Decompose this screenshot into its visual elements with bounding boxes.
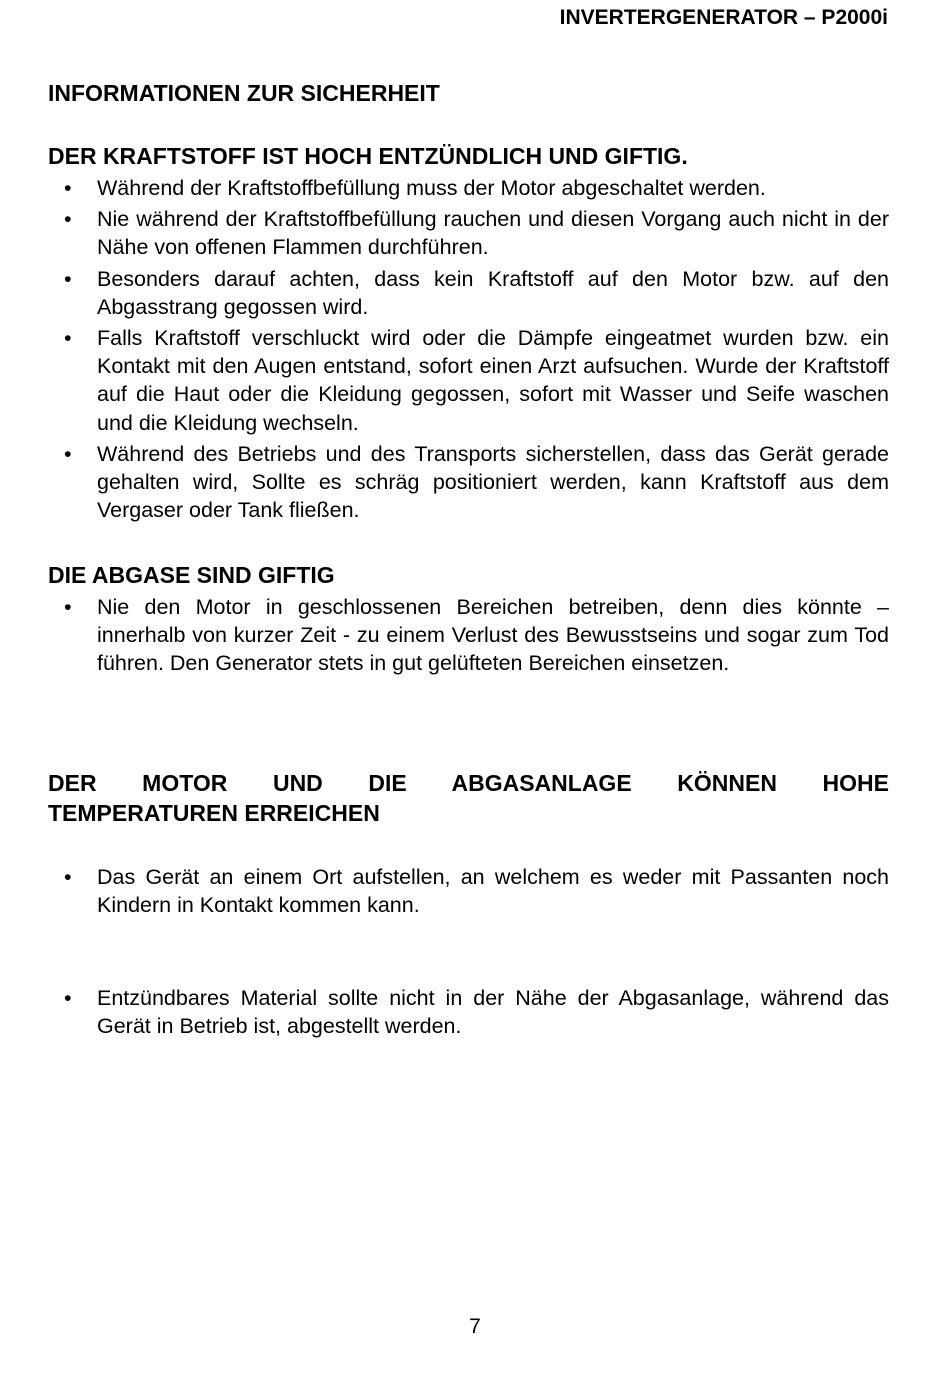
page-number: 7 xyxy=(469,1315,481,1338)
list-item xyxy=(48,440,889,525)
list-item-text: Besonders darauf achten, dass kein Kraftstoff auf den Motor bzw. auf den Abgasstrang gegossen wird. xyxy=(97,266,889,319)
list-item xyxy=(48,265,889,321)
list-item-text: Während der Kraftstoffbefüllung muss der Motor abgeschaltet werden. xyxy=(97,176,766,200)
bullet-icon: • xyxy=(64,865,72,889)
bullet-icon: • xyxy=(64,986,72,1010)
list-item xyxy=(48,984,889,1040)
list-item-text: Das Gerät an einem Ort aufstellen, an welchem es weder mit Passanten noch Kindern in Kontakt kommen kann. xyxy=(97,865,889,918)
list-item xyxy=(48,593,889,678)
section-list-fuel xyxy=(48,174,889,524)
list-item xyxy=(48,324,889,437)
list-item-text: Falls Kraftstoff verschluckt wird oder die Dämpfe eingeatmet wurden bzw. ein Kontakt mit den Augen entstand, sofort einen Arzt aufsuchen. Wurde der Kraftstoff auf die Haut oder die Kleidung gegossen, sofort mit Wasser und Seife waschen und die Kleidung wechseln. xyxy=(97,326,889,435)
section-list-exhaust xyxy=(48,593,889,678)
list-item xyxy=(48,174,889,202)
list-item-text: Nie während der Kraftstoffbefüllung rauchen und diesen Vorgang auch nicht in der Nähe von offenen Flammen durchführen. xyxy=(97,207,889,260)
document-title: INFORMATIONEN ZUR SICHERHEIT xyxy=(48,80,440,106)
bullet-icon: • xyxy=(64,441,72,466)
section-heading-fuel: DER KRAFTSTOFF IST HOCH ENTZÜNDLICH UND GIFTIG. xyxy=(48,143,688,169)
list-item-text: Entzündbares Material sollte nicht in der Nähe der Abgasanlage, während das Gerät in Betrieb ist, abgestellt werden. xyxy=(97,986,889,1039)
section-heading-line-1: DER MOTOR UND DIE ABGASANLAGE KÖNNEN HOHE xyxy=(48,770,889,796)
bullet-icon: • xyxy=(64,326,72,351)
list-item xyxy=(48,863,889,919)
bullet-icon: • xyxy=(64,207,72,232)
bullet-icon: • xyxy=(64,595,72,619)
section-heading-temperature xyxy=(48,768,889,828)
list-item xyxy=(48,205,889,261)
section-heading-exhaust: DIE ABGASE SIND GIFTIG xyxy=(48,562,335,588)
section-list-temperature xyxy=(48,863,889,919)
section-heading-line-2: TEMPERATUREN ERREICHEN xyxy=(48,800,380,826)
list-item-text: Während des Betriebs und des Transports sicherstellen, dass das Gerät gerade gehalten wird, Sollte es schräg positioniert werden, kann Kraftstoff aus dem Vergaser oder Tank fließen. xyxy=(97,441,889,523)
section-list-temperature-2 xyxy=(48,984,889,1040)
page-header: INVERTERGENERATOR – P2000i xyxy=(559,6,888,29)
list-item-text: Nie den Motor in geschlossenen Bereichen betreiben, denn dies könnte – innerhalb von kurzer Zeit - zu einem Verlust des Bewusstseins und sogar zum Tod führen. Den Generator stets in gut gelüfteten Bereichen einsetzen. xyxy=(97,595,889,676)
bullet-icon: • xyxy=(64,176,72,200)
bullet-icon: • xyxy=(64,266,72,291)
